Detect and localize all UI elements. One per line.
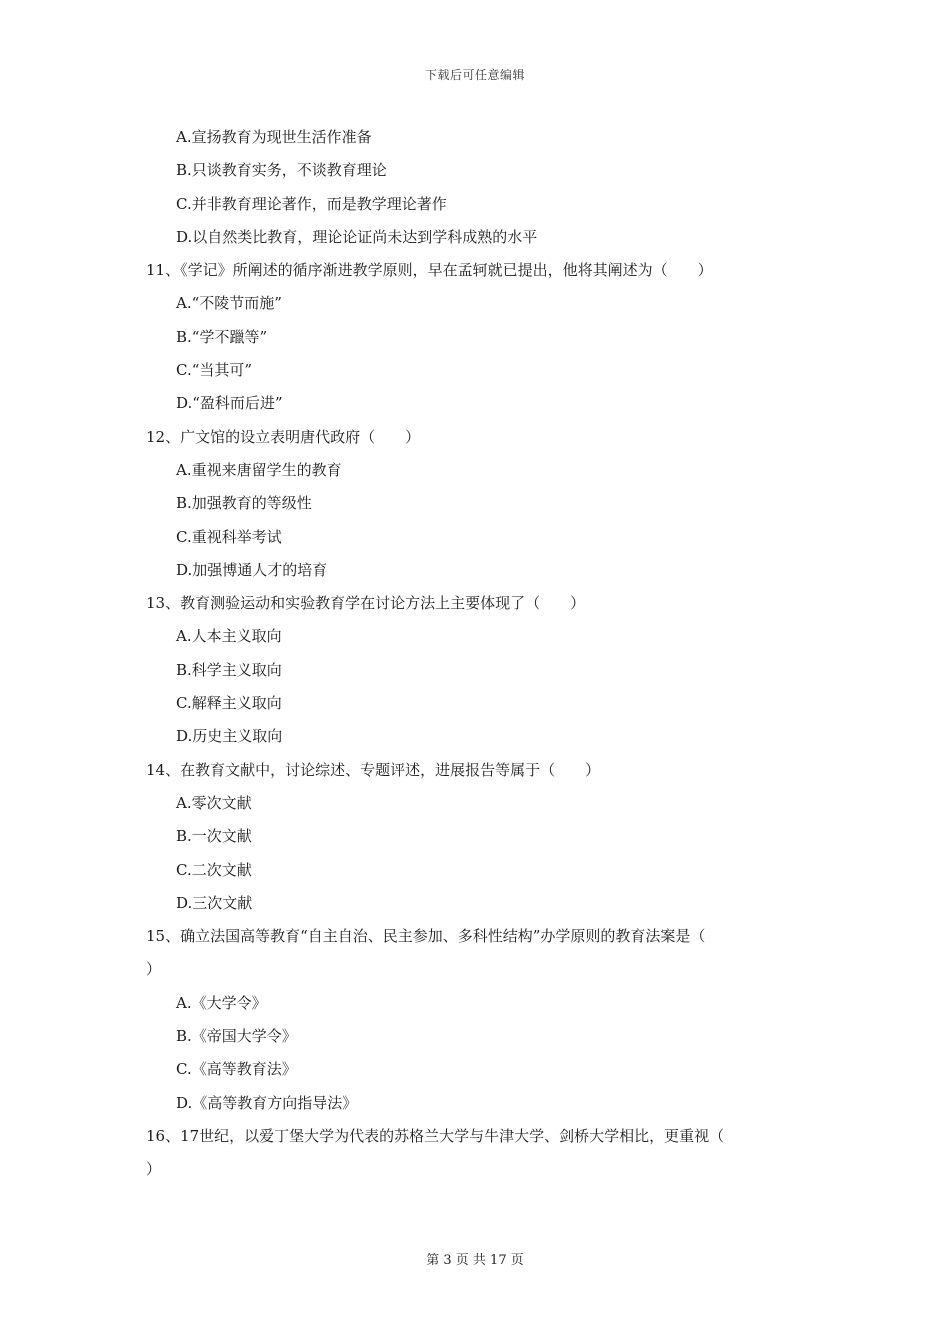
question-stem-line1: 15、确立法国高等教育“自主自治、民主参加、多科性结构”办学原则的教育法案是（	[146, 927, 706, 946]
option-c: C.“当其可”	[176, 361, 253, 380]
page-footer: 第 3 页 共 17 页	[426, 1253, 524, 1268]
option-b: B.科学主义取向	[176, 660, 282, 679]
option-a: A.“不陵节而施”	[176, 294, 282, 313]
question-stem-line1: 16、17世纪，以爱丁堡大学为代表的苏格兰大学与牛津大学、剑桥大学相比，更重视（	[146, 1126, 725, 1145]
option-b: B.《帝国大学令》	[176, 1027, 297, 1046]
option-a: A.重视来唐留学生的教育	[176, 460, 342, 479]
option-c: C.并非教育理论著作，而是教学理论著作	[176, 194, 447, 213]
option-a: A.零次文献	[176, 793, 252, 812]
option-c: C.《高等教育法》	[176, 1060, 297, 1079]
question-stem-line2: ）	[146, 960, 162, 979]
question-13	[146, 592, 810, 758]
question-12	[146, 426, 810, 592]
option-d: D.三次文献	[176, 893, 253, 912]
option-c: C.二次文献	[176, 860, 252, 879]
option-d: D.加强博通人才的培育	[176, 560, 328, 579]
page-header: 下载后可任意编辑	[424, 68, 525, 82]
option-a: A.《大学令》	[176, 993, 267, 1012]
option-b: B.“学不躐等”	[176, 327, 268, 346]
question-stem: 14、在教育文献中，讨论综述、专题评述，进展报告等属于（ ）	[146, 760, 601, 779]
question-stem: 11、《学记》所阐述的循序渐进教学原则，早在孟轲就已提出，他将其阐述为（ ）	[146, 261, 713, 280]
option-b: B.加强教育的等级性	[176, 494, 312, 513]
question-stem: 13、教育测验运动和实验教育学在讨论方法上主要体现了（ ）	[146, 594, 586, 613]
option-a: A.人本主义取向	[176, 627, 282, 646]
question-10-options	[146, 126, 810, 259]
option-b: B.一次文献	[176, 827, 252, 846]
option-a: A.宣扬教育为现世生活作准备	[176, 128, 372, 146]
question-11	[146, 259, 810, 425]
option-b: B.只谈教育实务，不谈教育理论	[176, 161, 387, 180]
option-d: D.“盈科而后进”	[176, 394, 283, 413]
option-c: C.解释主义取向	[176, 694, 282, 713]
option-d: D.以自然类比教育，理论论证尚未达到学科成熟的水平	[176, 227, 538, 246]
question-stem: 12、广文馆的设立表明唐代政府（ ）	[146, 427, 421, 446]
option-d: D.《高等教育方向指导法》	[176, 1093, 358, 1112]
question-14	[146, 759, 810, 925]
question-16	[146, 1125, 810, 1192]
option-d: D.历史主义取向	[176, 727, 283, 746]
document-body	[146, 126, 810, 1192]
question-stem-line2: ）	[146, 1160, 162, 1179]
option-c: C.重视科举考试	[176, 527, 282, 546]
question-15	[146, 925, 810, 1125]
